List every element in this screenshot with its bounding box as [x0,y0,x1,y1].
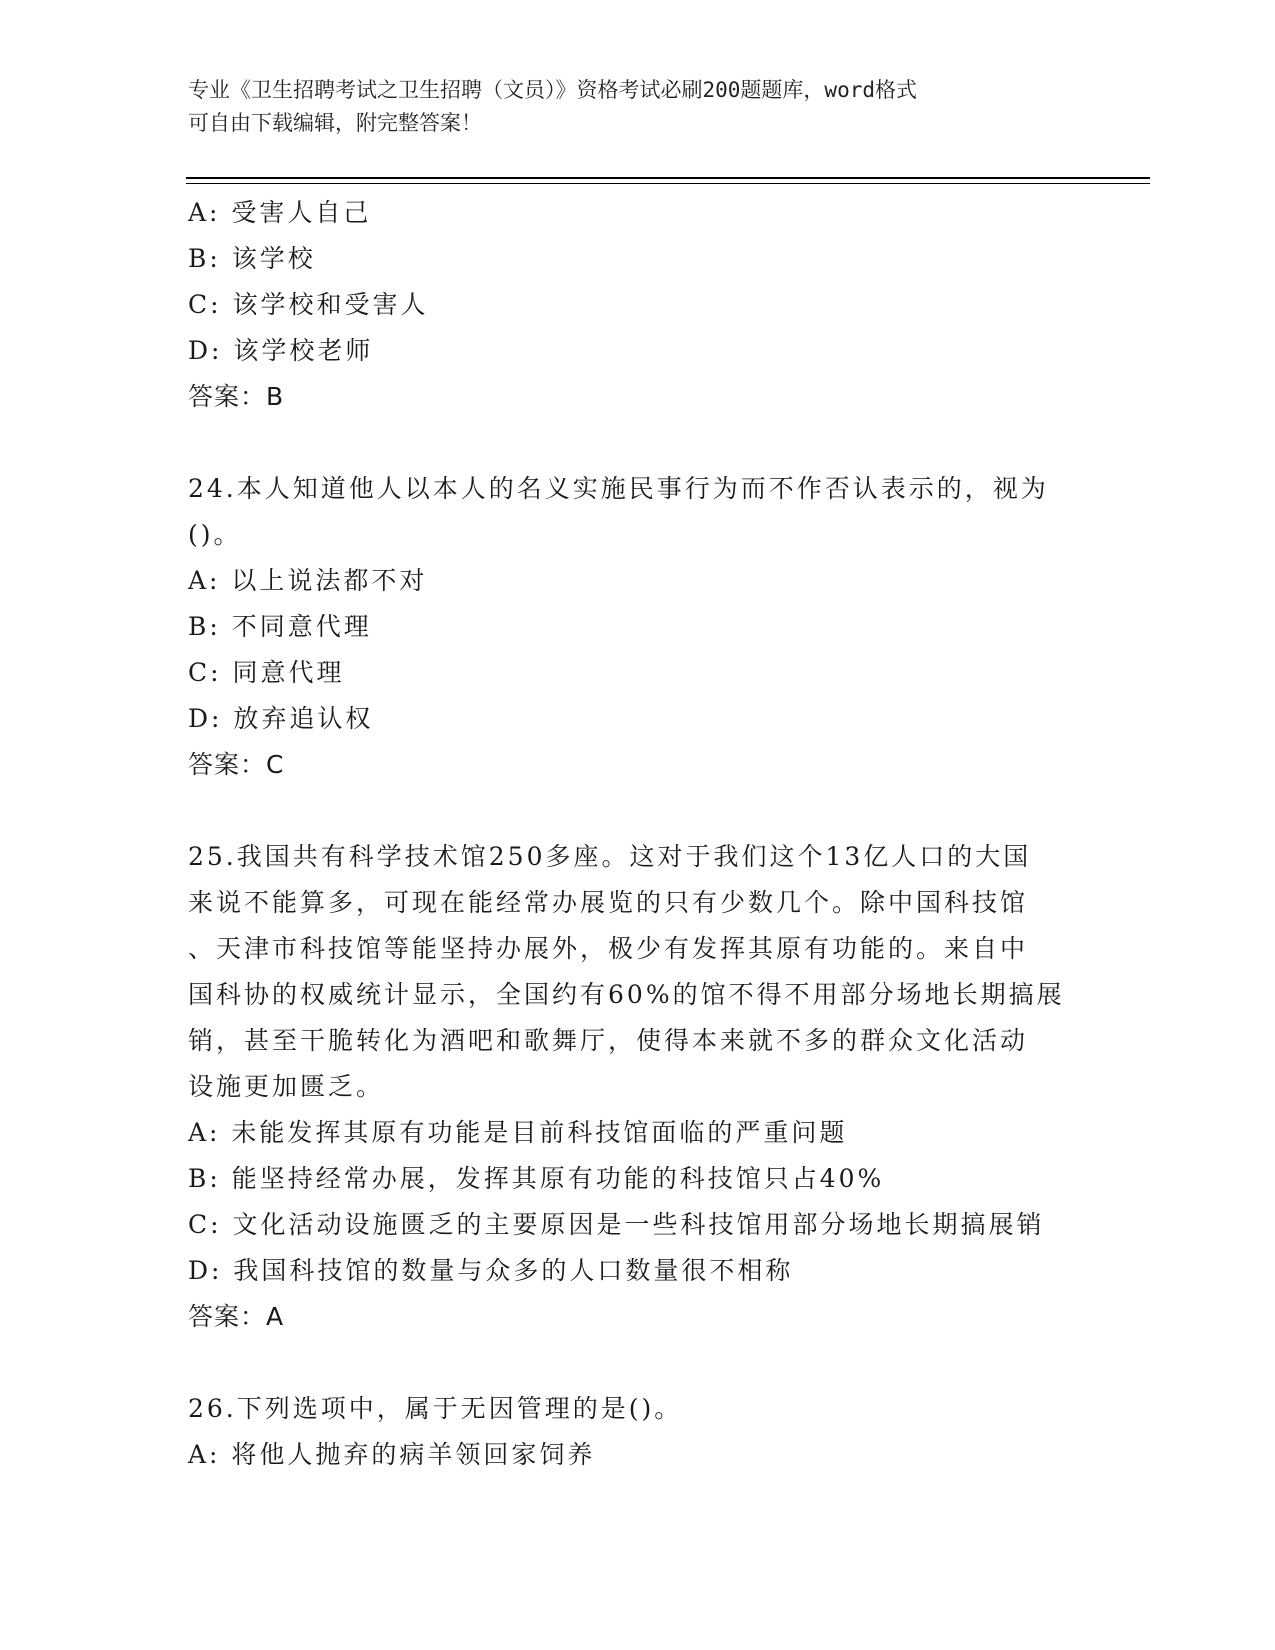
option-b: B: 该学校 [188,244,316,273]
option-d: D: 该学校老师 [188,336,374,365]
question-stem: 25.我国共有科学技术馆250多座。这对于我们这个13亿人口的大国 [188,842,1032,871]
question-stem: 24.本人知道他人以本人的名义实施民事行为而不作否认表示的，视为 [188,474,1049,503]
option-a: A: 以上说法都不对 [188,566,428,595]
question-25 [188,834,1088,1340]
header-line-2: 可自由下载编辑，附完整答案！ [188,111,482,135]
question-stem: 国科协的权威统计显示，全国约有60%的馆不得不用部分场地长期搞展 [188,980,1065,1009]
question-stem: 26.下列选项中，属于无因管理的是()。 [188,1394,683,1423]
question-26 [188,1386,1088,1478]
option-a: A: 受害人自己 [188,198,372,227]
spacer [188,420,1088,466]
question-stem: 销，甚至干脆转化为酒吧和歌舞厅，使得本来就不多的群众文化活动 [188,1026,1029,1055]
header-divider-thin [186,183,1150,184]
option-a: A: 将他人抛弃的病羊领回家饲养 [188,1440,596,1469]
question-stem: ()。 [188,520,242,549]
option-c: C: 文化活动设施匮乏的主要原因是一些科技馆用部分场地长期搞展销 [188,1210,1045,1239]
header-line-1: 专业《卫生招聘考试之卫生招聘（文员）》资格考试必刷200题题库，word格式 [188,78,917,102]
question-stem: 设施更加匮乏。 [188,1072,385,1101]
spacer [188,1340,1088,1386]
question-24 [188,466,1088,788]
document-header [188,74,1068,140]
question-stem: 来说不能算多，可现在能经常办展览的只有少数几个。除中国科技馆 [188,888,1029,917]
option-d: D: 放弃追认权 [188,704,374,733]
answer-line: 答案：C [188,750,285,779]
option-b: B: 不同意代理 [188,612,372,641]
answer-line: 答案：B [188,382,285,411]
question-list [188,190,1088,1478]
option-a: A: 未能发挥其原有功能是目前科技馆面临的严重问题 [188,1118,848,1147]
option-b: B: 能坚持经常办展，发挥其原有功能的科技馆只占40% [188,1164,885,1193]
question-stem: 、天津市科技馆等能坚持办展外，极少有发挥其原有功能的。来自中 [188,934,1029,963]
option-c: C: 该学校和受害人 [188,290,429,319]
answer-line: 答案：A [188,1302,285,1331]
header-divider-thick [186,177,1150,179]
option-d: D: 我国科技馆的数量与众多的人口数量很不相称 [188,1256,794,1285]
spacer [188,788,1088,834]
question-23 [188,190,1088,420]
option-c: C: 同意代理 [188,658,345,687]
